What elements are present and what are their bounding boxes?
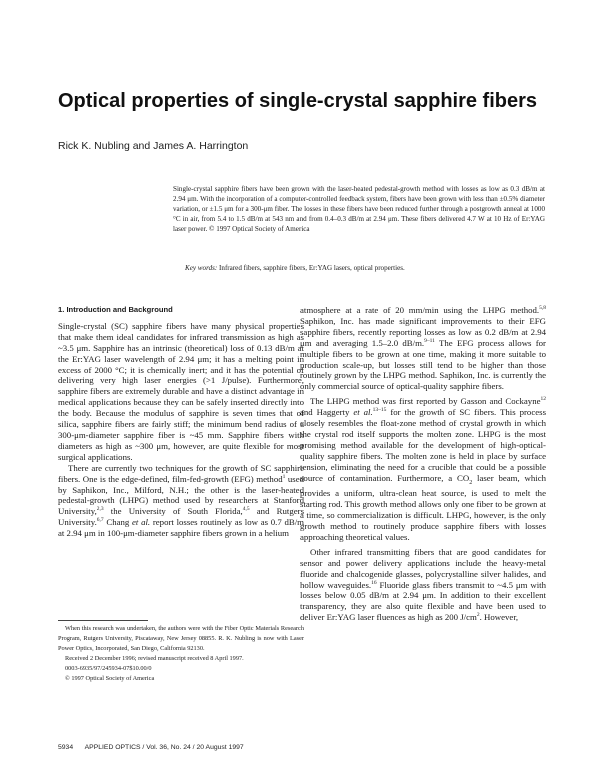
- citation: 5,8: [539, 305, 546, 312]
- paragraph: Single-crystal (SC) sapphire fibers have many physical properties that make them ideal candidates for infrared transmission as high as ~3.5 μm. Sapphire has an intrinsic (theoretical) loss of 0.13 dB/m at the Er:YAG laser wavelength of 2.94 μm; it has a melting point in excess of 2000 °C; it is chemically inert; and it has the potential of delivering very high laser energies (>1 J/pulse). Furthermore, sapphire fibers are extremely durable and have a distinct advantage in medical applications because they can be safely inserted directly into the body. Because the modulus of sapphire is seven times that of silica, sapphire fibers are fairly stiff; the minimum bend radius of a 300-μm-diameter sapphire fiber is ~45 mm. Sapphire fibers with diameters as high as ~300 μm, however, are quite flexible for most surgical applications.: [58, 320, 304, 462]
- paragraph: Other infrared transmitting fibers that are good candidates for sensor and power delivery applications include the heavy-metal fluoride and chalcogenide glasses, polycrystalline silver halides, and hollow waveguides.$^{16}$ Fluoride glass fibers transmit to ~4.5 μm with losses below 0.05 dB/m at 2.94 μm. In addition to their excellent transparency, they are also quite flexible and have been used to deliver Er:YAG laser fluences as high as 200 $J/cm^2$. However,: [300, 546, 546, 623]
- citation: 4,5: [242, 506, 250, 513]
- paragraph: atmosphere at a rate of 20 mm/min using the LHPG method.$^{5,8}$ Saphikon, Inc. has made significant improvements to their EFG sapphire fibers, recently reporting losses as low as 0.2 dB/m at 2.94 μm and averaging 1.5–2.0 dB/m.$^{9-11}$ The EFG process allows for multiple fibers to be grown at one time, making it more suitable to production scale-up, but losses still tend to be higher than those routinely grown by the LHPG method. Saphikon, Inc. is currently the only commercial source of optical-quality sapphire fibers.: [300, 305, 546, 392]
- author-list: Rick K. Nubling and James A. Harrington: [58, 140, 249, 152]
- page-number: 5934: [58, 744, 74, 751]
- keywords-label: Key words:: [185, 264, 218, 272]
- paragraph: The LHPG method was first reported by Gasson and Cockayne$^{12}$ and Haggerty et al.$^{13-15}$ for the growth of SC fibers. This process closely resembles the float-zone method of crystal growth in which the crystal rod itself supports the molten zone. LHPG is the most promising method available for the development of high-optical-quality sapphire fibers. The molten zone is held in place by surface tension, eliminating the need for a crucible that could be a possible source of contamination. Furthermore, a $CO_2$ laser beam, which provides a uniform, ultra-clean heat source, is used to melt the starting rod. This growth method allows only one fiber to be grown at a time, so commercialization is difficult. LHPG, however, is the only growth method to routinely produce sapphire fibers with losses approaching theoretical values.: [300, 396, 547, 542]
- citation: 12: [540, 396, 546, 403]
- citation: 9–11: [424, 337, 435, 344]
- journal-citation: APPLIED OPTICS / Vol. 36, No. 24 / 20 August 1997: [84, 744, 244, 751]
- section-heading: 1. Introduction and Background: [58, 305, 173, 314]
- citation: 16: [371, 579, 377, 586]
- footnote-code: 0003-6935/97/245934-07$10.00/0: [65, 664, 152, 672]
- page-footer: [58, 744, 244, 751]
- paper-title: Optical properties of single-crystal sapphire fibers: [58, 90, 538, 112]
- citation: 13–15: [372, 407, 387, 414]
- left-column: [58, 305, 304, 539]
- right-column: [300, 305, 546, 623]
- footnote-received: Received 2 December 1996; revised manuscript received 8 April 1997.: [65, 654, 244, 662]
- keywords-text: Infrared fibers, sapphire fibers, Er:YAG lasers, optical properties.: [219, 264, 405, 272]
- footnote: [58, 624, 304, 683]
- keywords: [185, 264, 545, 274]
- footnote-affiliation: When this research was undertaken, the authors were with the Fiber Optic Materials Research Program, Rutgers University, Piscataway, New Jersey 08855. R. K. Nubling is now with Laser Power Optics, Incorporated, San Diego, California 92130.: [58, 625, 304, 652]
- citation: 1: [282, 473, 286, 480]
- footnote-divider: [58, 620, 148, 621]
- citation: 6,7: [96, 517, 104, 524]
- abstract-text: Single-crystal sapphire fibers have been grown with the laser-heated pedestal-growth method with losses as low as 0.3 dB/m at 2.94 μm. With the incorporation of a computer-controlled feedback system, fibers have been grown with less than ±0.5% diameter variation, or ±1.5 μm for a 300-μm fiber. The losses in these fibers have been reduced further through a postgrowth anneal at 1000 °C in air, from 5.4 to 1.5 dB/m at 543 nm and from 0.4–0.3 dB/m at 2.94 μm. These fibers delivered 4.7 W at 10 Hz of Er:YAG laser power. © 1997 Optical Society of America: [173, 185, 545, 233]
- paragraph: There are currently two techniques for the growth of SC sapphire fibers. One is the edge-defined, film-fed-growth (EFG) method$^1$ used by Saphikon, Inc., Milford, N.H.; the other is the laser-heated pedestal-growth (LHPG) method used by researchers at Stanford University,$^{2,3}$ the University of South Florida,$^{4,5}$ and Rutgers University.$^{6,7}$ Chang et al. report losses routinely as low as 0.7 dB/m at 2.94 μm in 100-μm-diameter sapphire fibers grown in a helium: [58, 462, 304, 539]
- citation: 2,3: [96, 506, 104, 513]
- footnote-copyright: © 1997 Optical Society of America: [65, 674, 155, 682]
